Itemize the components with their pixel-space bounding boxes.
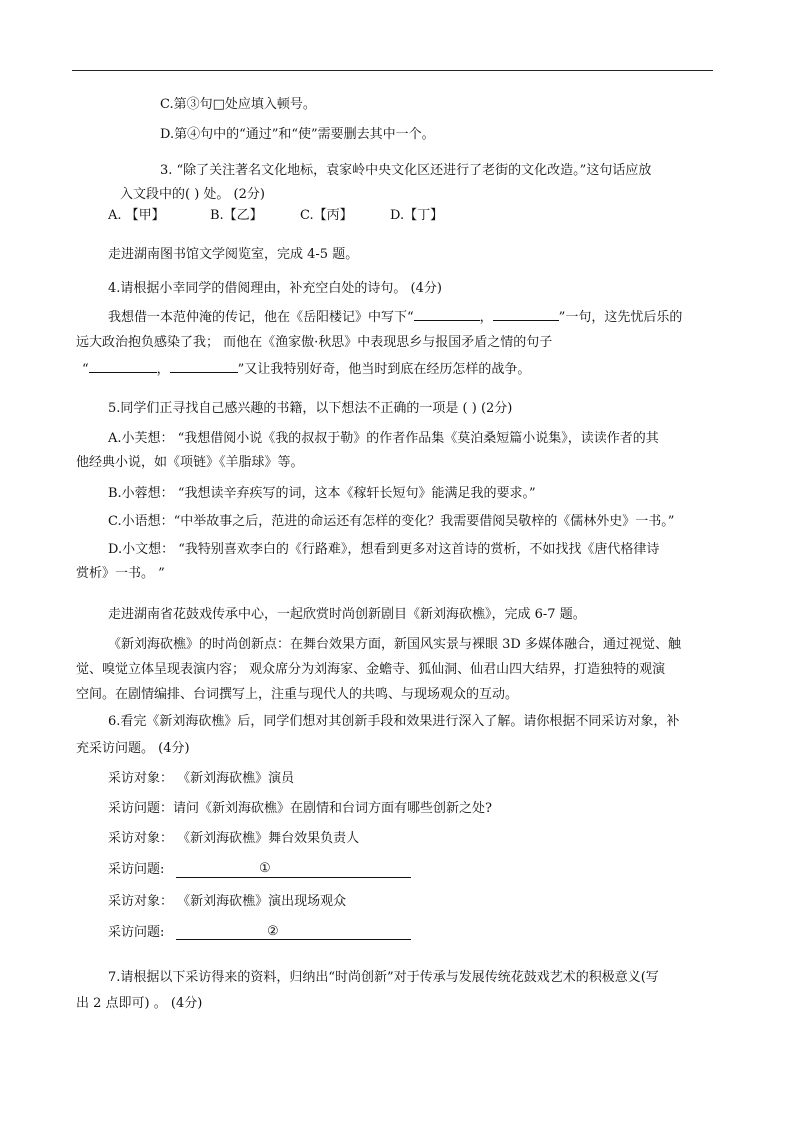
blank-marker-1: ① — [259, 861, 271, 876]
q4-title: 4.请根据小幸同学的借阅理由，补充空白处的诗句。 (4分) — [108, 281, 442, 296]
q3-option-c: C.【丙】 — [300, 208, 353, 223]
q3-option-d: D.【丁】 — [390, 208, 444, 223]
interview-subject-2: 采访对象： 《新刘海砍樵》舞台效果负责人 — [108, 831, 360, 846]
header-rule — [72, 70, 713, 71]
answer-line-2[interactable] — [176, 939, 411, 940]
q4-para-line3 — [82, 360, 530, 379]
q4-text-rest: ”又让我特别好奇，他当时到底在经历怎样的战争。 — [237, 362, 531, 377]
q5-title: 5.同学们正寻找自己感兴趣的书籍，以下想法不正确的一项是 ( ) (2分) — [108, 401, 513, 416]
material-para-line1: 《新刘海砍樵》的时尚创新点：在舞台效果方面，新国风实景与裸眼 3D 多媒体融合，通过视觉、触 — [108, 637, 681, 652]
material-para-line3: 空间。在剧情编排、台词撰写上，注重与现代人的共鸣、与现场观众的互动。 — [76, 687, 519, 702]
q7-title-line2: 出 2 点即可) 。 (4分) — [76, 996, 203, 1011]
interview-question-1: 采访问题：请问《新刘海砍樵》在剧情和台词方面有哪些创新之处? — [108, 801, 492, 816]
q5-option-c: C.小语想：“中举故事之后，范进的命运还有怎样的变化？我需要借阅吴敬梓的《儒林外史》一书。” — [108, 514, 675, 529]
q3-stem-line2: 入文段中的( ) 处。 (2分) — [120, 187, 265, 202]
section-intro-6-7: 走进湖南省花鼓戏传承中心，一起欣赏时尚创新剧目《新刘海砍樵》，完成 6-7 题。 — [108, 607, 586, 622]
answer-blank[interactable] — [89, 360, 157, 373]
q4-para-line2: 远大政治抱负感染了我； 而他在《渔家傲·秋思》中表现思乡与报国矛盾之情的句子 — [76, 335, 553, 350]
option-d: D.第④句中的“通过”和“使”需要删去其中一个。 — [160, 127, 435, 142]
interview-question-3-label: 采访问题: — [108, 925, 165, 940]
answer-blank[interactable] — [170, 360, 238, 373]
q5-option-d-line1: D.小文想： “我特别喜欢李白的《行路难》，想看到更多对这首诗的赏析，不如找找《唐代格律诗 — [108, 542, 660, 557]
q5-option-d-line2: 赏析》一书。 ” — [76, 566, 165, 581]
section-intro-4-5: 走进湖南图书馆文学阅览室，完成 4-5 题。 — [108, 247, 359, 262]
q5-option-a-line2: 他经典小说，如《项链》《羊脂球》等。 — [76, 455, 304, 470]
q4-comma: ， — [479, 310, 493, 325]
answer-blank[interactable] — [414, 308, 480, 321]
interview-question-2-label: 采访问题: — [108, 862, 165, 877]
q5-option-a-line1: A.小芙想： “我想借阅小说《我的叔叔于勒》的作者作品集《莫泊桑短篇小说集》，读读作者的其 — [108, 431, 659, 446]
q4-text-b: ”一句，这先忧后乐的 — [558, 310, 683, 325]
q4-open-quote: “ — [82, 362, 89, 377]
q3-option-a: A. 【甲】 — [108, 208, 165, 223]
interview-subject-1: 采访对象： 《新刘海砍樵》演员 — [108, 771, 295, 786]
option-c: C.第③句□处应填入顿号。 — [160, 97, 316, 112]
q7-title-line1: 7.请根据以下采访得来的资料，归纳出“时尚创新”对于传承与发展传统花鼓戏艺术的积极意义(写 — [108, 970, 659, 985]
blank-marker-2: ② — [267, 924, 279, 939]
material-para-line2: 觉、嗅觉立体呈现表演内容； 观众席分为刘海家、金蟾寺、狐仙洞、仙君山四大结界，打造独特的观演 — [76, 662, 666, 677]
q6-title-line1: 6.看完《新刘海砍樵》后，同学们想对其创新手段和效果进行深入了解。请你根据不同采访对象，补 — [108, 714, 680, 729]
q4-para-line1 — [108, 308, 682, 327]
q4-text-a: 我想借一本范仲淹的传记，他在《岳阳楼记》中写下“ — [108, 310, 414, 325]
q3-option-b: B.【乙】 — [210, 208, 263, 223]
q6-title-line2: 充采访问题。 (4分) — [76, 741, 190, 756]
answer-line-1[interactable] — [176, 877, 411, 878]
interview-subject-3: 采访对象： 《新刘海砍樵》演出现场观众 — [108, 894, 347, 909]
q3-stem-line1: 3. “除了关注著名文化地标，袁家岭中央文化区还进行了老街的文化改造。”这句话应放 — [160, 163, 652, 178]
q5-option-b: B.小蓉想： “我想读辛弃疾写的词，这本《稼轩长短句》能满足我的要求。” — [108, 486, 536, 501]
q4-comma-2: ， — [156, 362, 170, 377]
answer-blank[interactable] — [493, 308, 559, 321]
